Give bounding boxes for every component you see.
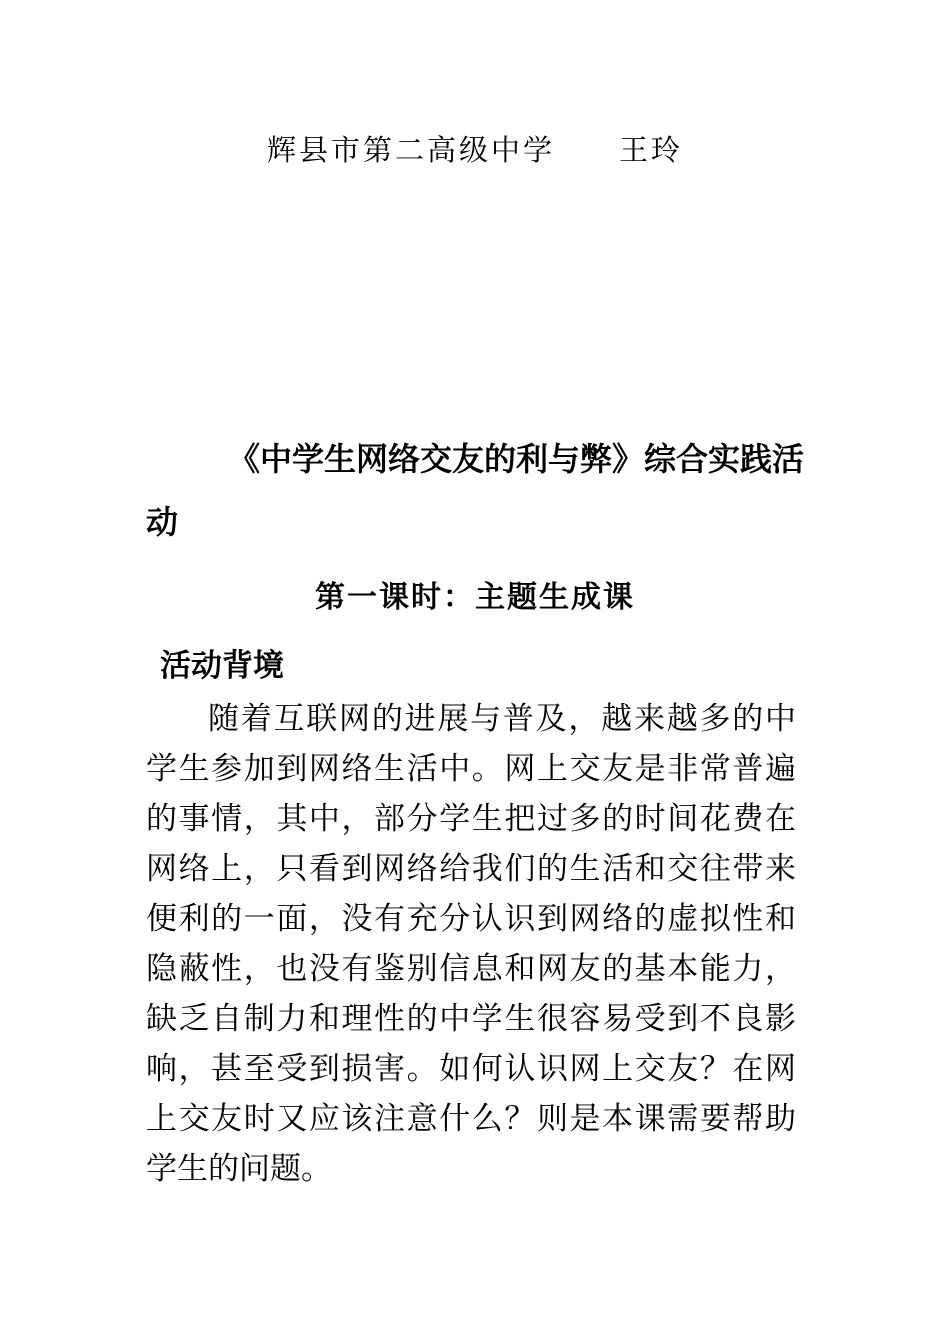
document-title: 《中学生网络交友的利与弊》综合实践活动 bbox=[146, 440, 805, 541]
school-name: 辉县市第二高级中学 bbox=[266, 133, 555, 167]
author-name: 王玲 bbox=[619, 133, 684, 167]
body-paragraph: 随着互联网的进展与普及，越来越多的中学生参加到网络生活中。网上交友是非常普遍的事情，其中，部分学生把过多的时间花费在网络上，只看到网络给我们的生活和交往带来便利的一面，没有充分认识到网络的虚拟性和隐蔽性，也没有鉴别信息和网友的基本能力，缺乏自制力和理性的中学生很容易受到不良影响，甚至受到损害。如何认识网上交友？在网上交友时又应该注意什么？则是本课需要帮助学生的问题。 bbox=[146, 701, 796, 1187]
lesson-title: 第一课时：主题生成课 bbox=[315, 580, 635, 615]
author-line bbox=[0, 128, 950, 172]
section-heading: 活动背境 bbox=[160, 648, 284, 684]
